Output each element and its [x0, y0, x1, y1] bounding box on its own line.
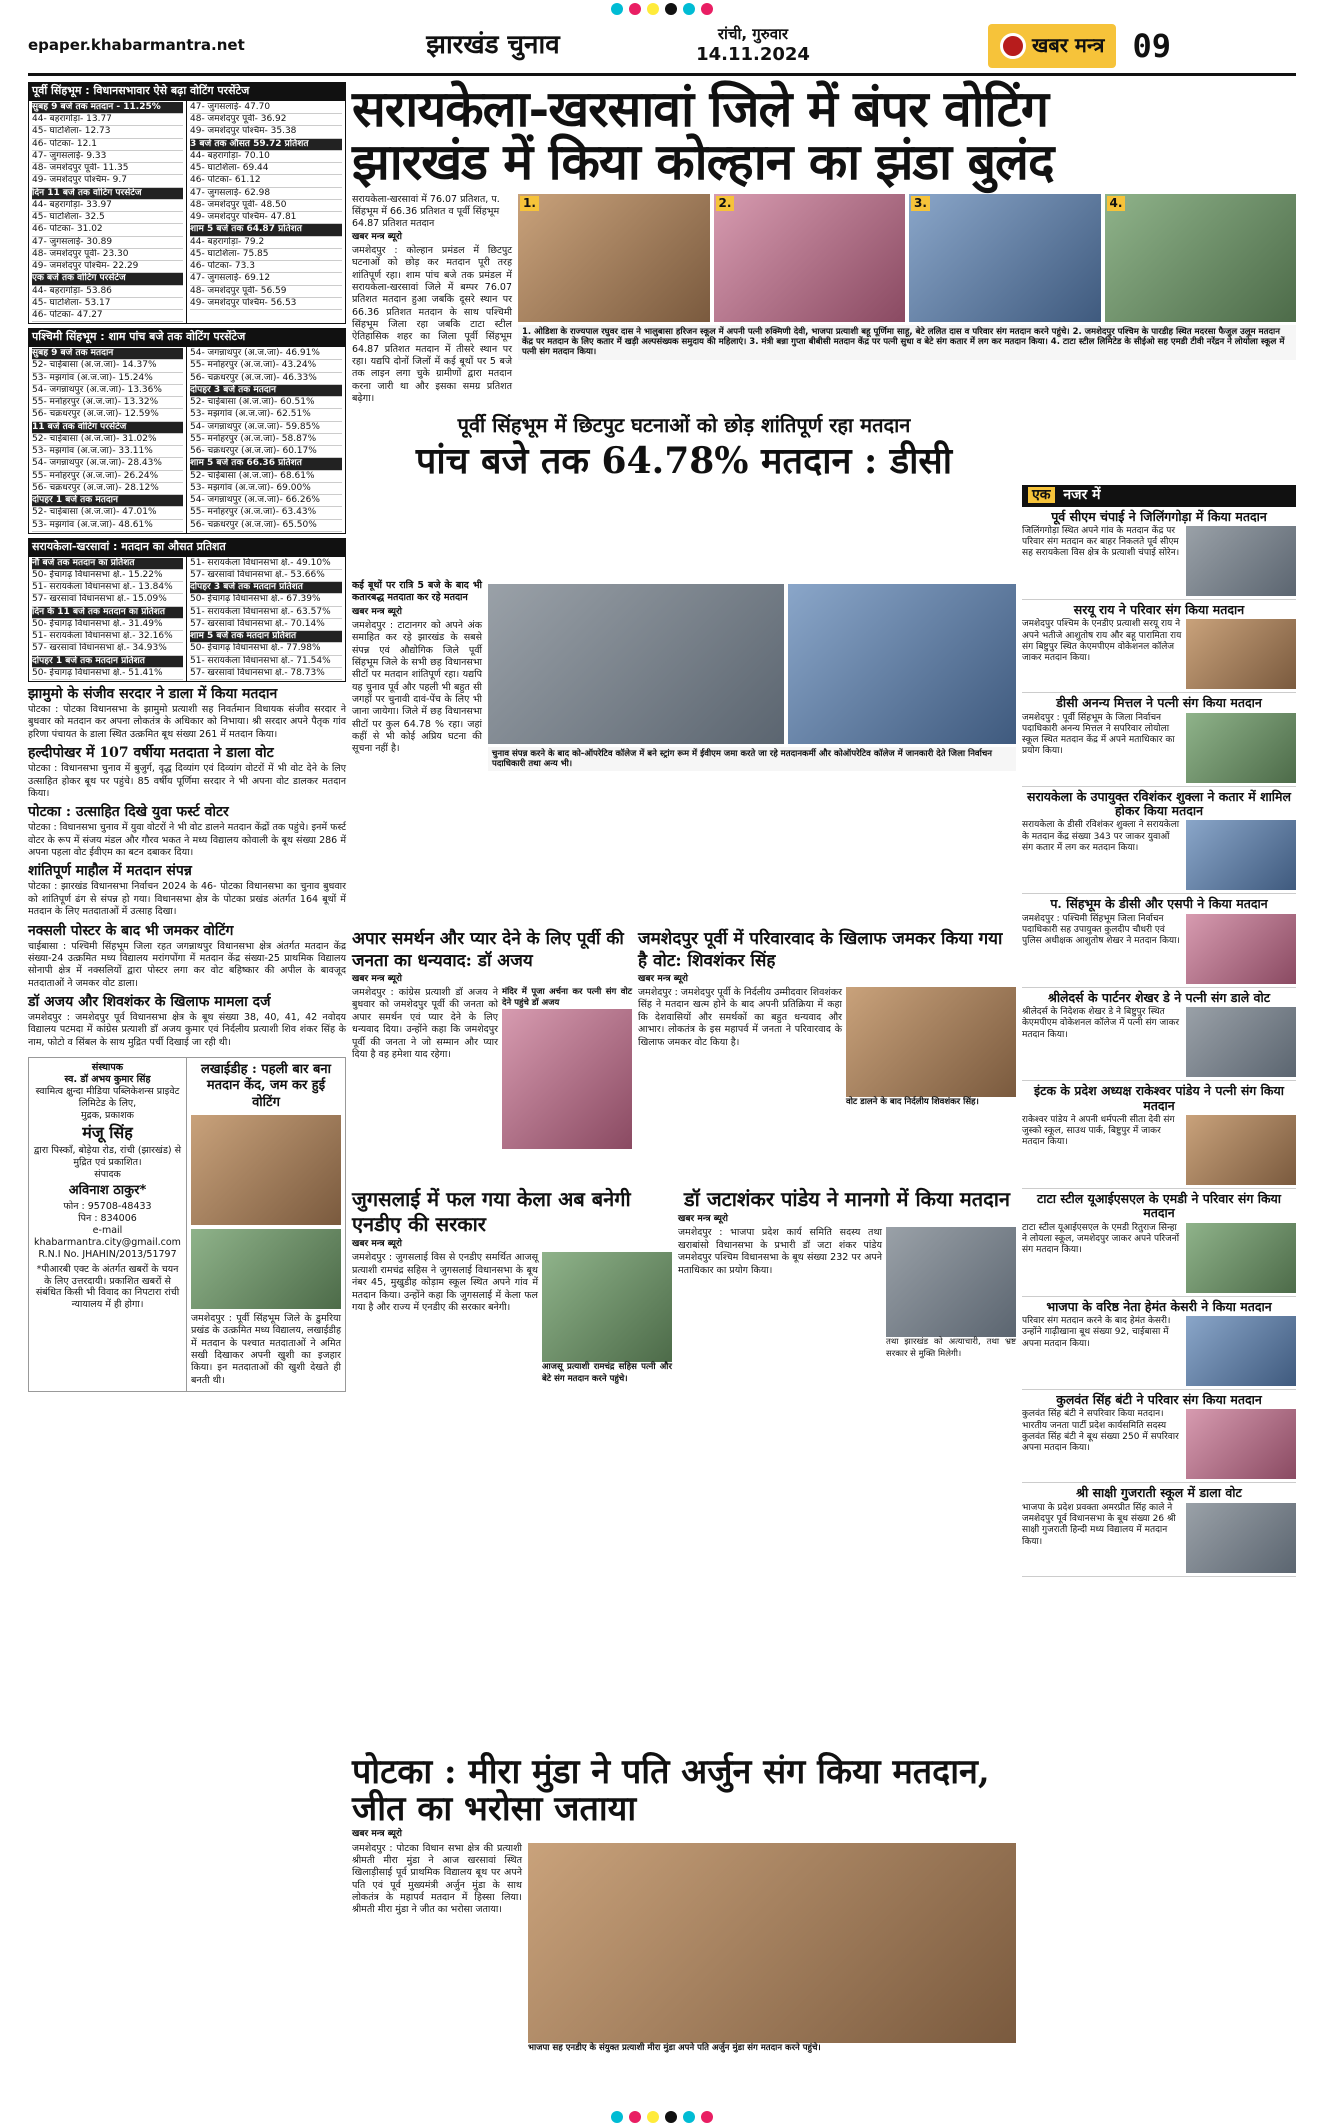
printer-label: मुद्रक, प्रकाशक — [81, 1109, 134, 1121]
brief-list — [1022, 507, 1296, 1577]
brief-body: भाजपा के प्रदेश प्रवक्ता अमरप्रीत सिंह काले ने जमशेदपुर पूर्व विधानसभा के बूथ संख्या 26 श्री साक्षी गुजराती हिन्दी मध्य विद्यालय में मतदान किया। — [1022, 1502, 1176, 1547]
byline: खबर मन्त्र ब्यूरो — [352, 231, 402, 242]
table-row: 50- ईचागढ़ विधानसभा क्षे.- 77.98% — [190, 643, 342, 655]
side-story-headline: हल्दीपोखर में 107 वर्षीया मतदाता ने डाला वोट — [28, 745, 274, 762]
side-story-headline: पोटका : उत्साहित दिखे युवा फर्स्ट वोटर — [28, 804, 229, 821]
left-column — [28, 82, 346, 1392]
brief-body-row — [1022, 820, 1296, 890]
table-row: 47- जुगसलाई- 47.70 — [190, 102, 342, 114]
photo-number: 1. — [520, 196, 539, 211]
table-row: 44- बहरागोड़ा- 53.86 — [32, 286, 183, 298]
brief-photo — [1186, 1007, 1296, 1077]
phone: फोन : 95708-48433 — [63, 1201, 152, 1213]
ajay-body: जमशेदपुर : कांग्रेस प्रत्याशी डॉ अजय ने बुधवार को जमशेदपुर पूर्वी की जनता को अपार समर्थन एवं प्यार देने के लिए धन्यवाद दिया। उन्होंने कहा कि जमशेदपुर पूर्वी की जनता ने जो सम्मान और प्यार दिया है वह हमेशा याद रहेगा। — [352, 987, 498, 1060]
brief-body: टाटा स्टील यूआईएसएल के एमडी रितुराज सिन्हा ने लोयला स्कूल, जमशेदपुर जाकर अपने परिजनों संग मतदान किया। — [1022, 1222, 1180, 1256]
story-row — [352, 1179, 1016, 1384]
brief-photo — [1186, 713, 1296, 783]
ajay-note: मंदिर में पूजा अर्चना कर पत्नी संग वोट देने पहुंचे डॉ अजय — [502, 987, 632, 1009]
table-row: 53- मझगांव (अ.ज.जा)- 15.24% — [32, 373, 183, 385]
brief-body-row — [1022, 1409, 1296, 1479]
table-title: पश्चिमी सिंहभूम : शाम पांच बजे तक वोटिंग परसेंटेज — [28, 328, 346, 346]
brief-photo — [1186, 914, 1296, 984]
reg-dot — [647, 3, 659, 15]
side-story-headline: नक्सली पोस्टर के बाद भी जमकर वोटिंग — [28, 922, 234, 939]
photo-number: 3. — [911, 196, 930, 211]
brief-body: जिलिंगगोड़ा स्थित अपने गांव के मतदान केंद्र पर परिवार संग मतदान कर बाहर निकलते पूर्व सीएम सह सरायकेला विस क्षेत्र के प्रत्याशी चंपाई सोरेन। — [1022, 525, 1180, 559]
ajay-photo-wrap — [502, 987, 632, 1149]
owner-line: स्वामित्व क्षुन्दा मीडिया पब्लिकेशन्स प्राइवेट लिमिटेड के लिए, — [35, 1085, 180, 1109]
jugsalai-caption: आजसू प्रत्याशी रामचंद्र सहिस पत्नी और बेटे संग मतदान करने पहुंचे। — [542, 1362, 672, 1384]
story-headline: लखाईडीह : पहली बार बना मतदान केंद, जम कर हुई वोटिंग — [201, 1062, 331, 1110]
side-story — [28, 923, 346, 990]
lead-photos — [518, 194, 1296, 322]
table-row: 46- पोटका- 61.12 — [190, 175, 342, 187]
jatashankar-photo-wrap — [886, 1227, 1016, 1359]
table-row: 46- पोटका- 47.27 — [32, 310, 183, 322]
side-story-body: पोटका : झारखंड विधानसभा निर्वाचन 2024 के 46- पोटका विधानसभा का चुनाव बुधवार को शांतिपूर्ण ढंग से संपन्न हो गया। विधानसभा क्षेत्र के पोटका प्रखंड अंतर्गत 164 बूथों में मतदान के लिए मतदाताओं में उत्साह दिखा। — [28, 881, 346, 918]
vote-table-saraikela — [28, 556, 346, 683]
byline: खबर मन्त्र ब्यूरो — [352, 1829, 402, 1840]
jugsalai-photo — [542, 1252, 672, 1362]
reg-dot — [665, 2111, 677, 2123]
brief-body: परिवार संग मतदान करने के बाद हेमंत केसरी। उन्होंने गाढ़ीखाना बूथ संख्या 92, चाईबासा में अपना मतदान किया। — [1022, 1316, 1171, 1349]
brief-body: कुलवंत सिंह बंटी ने सपरिवार किया मतदान। भारतीय जनता पार्टी प्रदेश कार्यसमिति सदस्य कुलवंत सिंह बंटी ने बूथ संख्या 250 में सपरिवार अपना मतदान किया। — [1022, 1409, 1179, 1454]
table-row: 53- मझगांव (अ.ज.जा)- 33.11% — [32, 446, 183, 458]
byline: खबर मन्त्र ब्यूरो — [678, 1214, 728, 1225]
table-row: 50- ईचागढ़ विधानसभा क्षे.- 31.49% — [32, 619, 183, 631]
registration-marks-bottom — [0, 2110, 1324, 2124]
table-row: 54- जगन्नाथपुर (अ.ज.जा)- 59.85% — [190, 422, 342, 434]
reg-dot — [647, 2111, 659, 2123]
brief-item — [1022, 894, 1296, 987]
brief-headline: इंटक के प्रदेश अध्यक्ष राकेश्वर पांडेय ने पत्नी संग किया मतदान — [1034, 1083, 1284, 1113]
table-row: 47- जुगसलाई- 62.98 — [190, 188, 342, 200]
table-row: 55- मनोहरपुर (अ.ज.जा)- 58.87% — [190, 434, 342, 446]
reg-dot — [683, 3, 695, 15]
table-row: दोपहर 1 बजे तक मतदान प्रतिशत — [32, 656, 183, 668]
meera-munda-story — [352, 1750, 1016, 2054]
lakhaidih-story — [187, 1058, 345, 1391]
dateline — [638, 25, 868, 66]
shivshankar-photo — [846, 987, 1016, 1097]
table-row: नौ बजे तक मतदान का प्रतिशत — [32, 558, 183, 570]
reg-dot — [701, 3, 713, 15]
masthead — [28, 18, 1296, 76]
side-story-headline: झामुमो के संजीव सरदार ने डाला में किया मतदान — [28, 686, 278, 702]
table-row: 56- चक्रधरपुर (अ.ज.जा)- 46.33% — [190, 373, 342, 385]
brief-body-row — [1022, 1007, 1296, 1077]
jatashankar-caption: तथा झारखंड को अत्याचारी, तथा भ्रष्ट सरकार से मुक्ति मिलेगी। — [886, 1337, 1016, 1359]
table-row: 52- चाईबासा (अ.ज.जा)- 14.37% — [32, 360, 183, 372]
email-label: e-mail — [92, 1225, 123, 1237]
table-row: 47- जुगसलाई- 69.12 — [190, 273, 342, 285]
table-row: 52- चाईबासा (अ.ज.जा)- 47.01% — [32, 507, 183, 519]
reg-dot — [683, 2111, 695, 2123]
byline: खबर मन्त्र ब्यूरो — [352, 973, 402, 984]
byline: खबर मन्त्र ब्यूरो — [352, 606, 402, 617]
story-photo — [191, 1115, 341, 1225]
table-row: 54- जगन्नाथपुर (अ.ज.जा)- 66.26% — [190, 495, 342, 507]
side-story-body: पोटका : पोटका विधानसभा के झामुमो प्रत्याशी सह निवर्तमान विधायक संजीव सरदार ने बुधवार को मतदान कर अपना लोकतंत्र के अधिकार को निभाया। श्री सरदार अपने पैतृक गांव हरिणा पंचायत के डाला स्थित उत्क्रमित बूथ संख्या 261 में मतदान किया। — [28, 704, 346, 740]
meera-caption: भाजपा सह एनडीए के संयुक्त प्रत्याशी मीरा मुंडा अपने पति अर्जुन मुंडा संग मतदान करने पहुंचे। — [528, 2042, 821, 2053]
editor-label: संपादक — [94, 1169, 121, 1181]
shivshankar-photo-wrap — [846, 987, 1016, 1108]
brief-photo — [1186, 1115, 1296, 1185]
brief-photo — [1186, 820, 1296, 890]
rni: R.N.I No. JHAHIN/2013/51797 — [38, 1248, 177, 1260]
table-row: 56- चक्रधरपुर (अ.ज.जा)- 12.59% — [32, 409, 183, 421]
table-row: 51- सरायकेला विधानसभा क्षे.- 49.10% — [190, 558, 342, 570]
table-row: 57- खरसावां विधानसभा क्षे.- 34.93% — [32, 643, 183, 655]
story-row — [352, 921, 1016, 1149]
table-row: 45- घाटशिला- 32.5 — [32, 212, 183, 224]
shivshankar-headline: जमशेदपुर पूर्वी में परिवारवाद के खिलाफ जमकर किया गया है वोट: शिवशंकर सिंह — [638, 929, 1003, 971]
byline: खबर मन्त्र ब्यूरो — [638, 973, 688, 984]
brief-body-row — [1022, 914, 1296, 984]
table-row: 11 बजे तक वोटिंग परसेंटेज — [32, 422, 183, 434]
table-row: 52- चाईबासा (अ.ज.जा)- 31.02% — [32, 434, 183, 446]
brief-body: श्रीलेदर्स के निदेशक शेखर डे ने बिष्टुपुर स्थित केएमपीएम वोकेशनल कॉलेज में पत्नी संग जाकर मतदान किया। — [1022, 1007, 1180, 1040]
table-title: सरायकेला-खरसावां : मतदान का औसत प्रतिशत — [28, 538, 346, 556]
brief-body-row — [1022, 1503, 1296, 1573]
meera-headline: पोटका : मीरा मुंडा ने पति अर्जुन संग किया मतदान, जीत का भरोसा जताया — [352, 1752, 990, 1829]
brief-body: जमशेदपुर पश्चिम के एनडीए प्रत्याशी सरयू राय ने अपने भतीजे आशुतोष राय और बहू पारामिता राय संग बिष्टुपुर स्थित केएमपीएम वोकेशनल कॉलेज जाकर मतदान किया। — [1022, 619, 1182, 663]
table-row: 56- चक्रधरपुर (अ.ज.जा)- 65.50% — [190, 520, 342, 532]
dc-story — [352, 580, 1016, 1385]
table-row: शाम 5 बजे तक 66.36 प्रतिशत — [190, 458, 342, 470]
brief-item — [1022, 1390, 1296, 1483]
lead-photo — [909, 194, 1101, 322]
brief-headline: प. सिंहभूम के डीसी और एसपी ने किया मतदान — [1050, 896, 1268, 912]
meera-body: जमशेदपुर : पोटका विधान सभा क्षेत्र की प्रत्याशी श्रीमती मीरा मुंडा ने आज खरसावां स्थित खिलाड़ीसाई पूर्व प्राथमिक विद्यालय बूथ पर अपने पति एवं पूर्व मुख्यमंत्री अर्जुन मुंडा के साथ लोकतंत्र के महापर्व मतदान में हिस्सा लिया। श्रीमती मीरा मुंडा ने जीत का भरोसा जताया। — [352, 1842, 522, 1916]
table-row: 57- खरसावां विधानसभा क्षे.- 78.73% — [190, 668, 342, 680]
jatashankar-story — [678, 1179, 1016, 1384]
lead-photo — [1105, 194, 1297, 322]
city-day: रांची, गुरुवार — [717, 24, 789, 43]
brief-body: सरायकेला के डीसी रविशंकर शुक्ला ने सरायकेला के मतदान केंद्र संख्या 343 पर जाकर युवाओं संग कतार में लग कर मतदान किया। — [1022, 820, 1180, 853]
brief-body-row — [1022, 619, 1296, 689]
brief-photo — [1186, 1409, 1296, 1479]
brief-body-row — [1022, 1223, 1296, 1293]
editor-name: अविनाश ठाकुर* — [68, 1183, 147, 1199]
lead-photos-wrap — [518, 194, 1296, 405]
lead-photo — [714, 194, 906, 322]
ajay-photo — [502, 1009, 632, 1149]
side-story — [28, 745, 346, 800]
table-row: 56- चक्रधरपुर (अ.ज.जा)- 60.17% — [190, 446, 342, 458]
brief-headline: श्री साक्षी गुजराती स्कूल में डाला वोट — [1076, 1485, 1242, 1501]
side-story-body: चाईबासा : पश्चिमी सिंहभूम जिला रहत जगन्नाथपुर विधानसभा क्षेत्र अंतर्गत मतदान केंद्र संख्या-24 उत्क्रमित मध्य विद्यालय मरांगपोंगा में मतदान केंद्र संख्या-25 प्राथमिक विद्यालय सोनापी क्षेत्र में नक्सलियों द्वारा पोस्टर लगा कर वोट बहिष्कार की अपील के बावजूद मतदाताओं ने जमकर वोट डाला। — [28, 940, 346, 989]
shivshankar-body: जमशेदपुर : जमशेदपुर पूर्वी के निर्दलीय उम्मीदवार शिवशंकर सिंह ने मतदान खत्म होने के बाद अपनी प्रतिक्रिया में कहा कि देशवासियों और समर्थकों का बहुत धन्यवाद और आभार। लोकतंत्र के इस महापर्व में जनता ने परिवारवाद के खिलाफ जमकर वोट किया है। — [638, 987, 842, 1048]
jugsalai-photo-wrap — [542, 1252, 672, 1384]
brand-icon — [1000, 33, 1026, 59]
table-row: 49- जमशेदपुर पश्चिम- 9.7 — [32, 175, 183, 187]
table-row: 57- खरसावां विधानसभा क्षे.- 53.66% — [190, 570, 342, 582]
dc-body: जमशेदपुर : टाटानगर को अपने अंक समाहित कर रहे झारखंड के सबसे संपन्न एवं औद्योगिक जिले पूर्वी सिंहभूम जिले के सभी छह विधानसभा सीटों पर मतदान शांतिपूर्ण रहा। यद्यपि यह चुनाव पूर्व और पहली भी बहुत सी जगहों पर चुनावी दावं-पेंच के लिए भी जाना जायेगा। जिले में छह विधानसभा सीटों पर कुल 64.78 % रहा। जहां कहीं से भी कोई अप्रिय घटना की सूचना नहीं है। — [352, 619, 482, 755]
table-row: दोपहर 3 बजे तक मतदान प्रतिशत — [190, 582, 342, 594]
reg-dot — [701, 2111, 713, 2123]
brief-headline: कुलवंत सिंह बंटी ने परिवार संग किया मतदान — [1056, 1392, 1262, 1407]
table-row: 49- जमशेदपुर पश्चिम- 56.53 — [190, 298, 342, 310]
table-col — [187, 101, 345, 324]
brief-item — [1022, 1483, 1296, 1576]
table-row: सुबह 9 बजे तक मतदान - 11.25% — [32, 102, 183, 114]
table-row: 46- पोटका- 12.1 — [32, 139, 183, 151]
table-row: 48- जमशेदपुर पूर्वी- 48.50 — [190, 200, 342, 212]
table-row: 45- घाटशिला- 12.73 — [32, 126, 183, 138]
brief-headline: डीसी अनन्य मित्तल ने पत्नी संग किया मतदान — [1056, 695, 1262, 711]
reg-dot — [665, 3, 677, 15]
table-row: 48- जमशेदपुर पूर्वी- 23.30 — [32, 249, 183, 261]
table-row: 55- मनोहरपुर (अ.ज.जा)- 43.24% — [190, 360, 342, 372]
founder-name: स्व. डॉ अभय कुमार सिंह — [64, 1073, 151, 1085]
table-title: पूर्वी सिंहभूम : विधानसभावार ऐसे बढ़ा वोटिंग परसेंटेज — [28, 82, 346, 100]
photo-number: 4. — [1107, 196, 1126, 211]
table-row: 50- ईचागढ़ विधानसभा क्षे.- 51.41% — [32, 668, 183, 680]
lead-bullets — [352, 194, 512, 405]
shivshankar-body-row — [638, 987, 1016, 1108]
table-row: 45- घाटशिला- 53.17 — [32, 298, 183, 310]
jatashankar-body: जमशेदपुर : भाजपा प्रदेश कार्य समिति सदस्य तथा खराबांसो विधानसभा के प्रभारी डॉ जटा शंकर पांडेय जमशेदपुर पश्चिम विधानसभा के बूथ संख्या 232 पर अपने मताधिकार का प्रयोग किया। — [678, 1227, 882, 1276]
lead-photo — [518, 194, 710, 322]
reg-dot — [629, 3, 641, 15]
table-row: 44- बहरागोड़ा- 13.77 — [32, 114, 183, 126]
brief-headline: सरयू राय ने परिवार संग किया मतदान — [1073, 601, 1245, 617]
table-row: 49- जमशेदपुर पश्चिम- 35.38 — [190, 126, 342, 138]
table-row: 48- जमशेदपुर पूर्वी- 36.92 — [190, 114, 342, 126]
lead-headline-2: झारखंड में किया कोल्हान का झंडा बुलंद — [352, 132, 1054, 191]
side-story-headline: डॉ अजय और शिवशंकर के खिलाफ मामला दर्ज — [28, 993, 271, 1010]
table-row: 53- मझगांव (अ.ज.जा)- 48.61% — [32, 520, 183, 532]
brief-photo — [1186, 1316, 1296, 1386]
table-row: 52- चाईबासा (अ.ज.जा)- 68.61% — [190, 471, 342, 483]
brief-photo — [1186, 1223, 1296, 1293]
brief-item — [1022, 1081, 1296, 1189]
table-col — [187, 557, 345, 682]
table-row: 45- घाटशिला- 75.85 — [190, 249, 342, 261]
sub-headline: पूर्वी सिंहभूम में छिटपुट घटनाओं को छोड़ शांतिपूर्ण रहा मतदान — [457, 413, 911, 438]
jatashankar-photo — [886, 1227, 1016, 1337]
table-row: 54- जगन्नाथपुर (अ.ज.जा)- 46.91% — [190, 348, 342, 360]
table-row: 47- जुगसलाई- 30.89 — [32, 237, 183, 249]
dc-photo — [488, 584, 784, 744]
brief-item — [1022, 1189, 1296, 1297]
brief-photo — [1186, 619, 1296, 689]
shivshankar-caption: वोट डालने के बाद निर्दलीय शिवशंकर सिंह। — [846, 1097, 979, 1108]
brief-body-row — [1022, 1316, 1296, 1386]
header-tag: एक — [1028, 487, 1055, 503]
dc-story-left — [352, 580, 482, 771]
side-story-headline: शांतिपूर्ण माहौल में मतदान संपन्न — [28, 863, 192, 880]
table-row: शाम 5 बजे तक 64.87 प्रतिशत — [190, 224, 342, 236]
dc-photo — [788, 584, 1016, 744]
header-title: नजर में — [1063, 487, 1101, 503]
meera-photo-wrap — [528, 1843, 1016, 2054]
reg-dot — [611, 2111, 623, 2123]
issue-date: 14.11.2024 — [696, 43, 810, 65]
table-row: 54- जगन्नाथपुर (अ.ज.जा)- 28.43% — [32, 458, 183, 470]
brief-headline: श्रीलेदर्स के पार्टनर शेखर डे ने पत्नी संग डाले वोट — [1047, 989, 1271, 1005]
brief-photo — [1186, 1503, 1296, 1573]
table-row: 51- सरायकेला विधानसभा क्षे.- 32.16% — [32, 631, 183, 643]
imprint-box — [28, 1057, 346, 1392]
shivshankar-story — [638, 921, 1016, 1149]
page-number: 09 — [1132, 26, 1171, 65]
side-story-body: पोटका : विधानसभा चुनाव में बुजुर्ग, वृद्ध दिव्यांग एवं दिव्यांग वोटरों में भी वोट देने के लिए उत्साहित होकर बूथ पर पहुंचे। 85 वर्षीय पूर्णिमा सरदार ने भी अपना वोट डालकर मतदान किया। — [28, 763, 346, 799]
table-row: 49- जमशेदपुर पश्चिम- 47.81 — [190, 212, 342, 224]
table-col — [29, 101, 187, 324]
brief-headline: टाटा स्टील यूआईएसएल के एमडी ने परिवार संग किया मतदान — [1036, 1190, 1282, 1221]
jatashankar-body-row — [678, 1227, 1016, 1359]
table-row: 51- सरायकेला विधानसभा क्षे.- 13.84% — [32, 582, 183, 594]
ajay-body-row — [352, 987, 632, 1149]
table-row: 46- पोटका- 73.3 — [190, 261, 342, 273]
table-row: 50- ईचागढ़ विधानसभा क्षे.- 15.22% — [32, 570, 183, 582]
imprint-label: संस्थापक — [91, 1062, 124, 1074]
brief-item — [1022, 600, 1296, 693]
brief-headline: भाजपा के वरिष्ठ नेता हेमंत केसरी ने किया मतदान — [1046, 1298, 1272, 1314]
ajay-story — [352, 921, 632, 1149]
side-story-body: जमशेदपुर : जमशेदपुर पूर्व विधानसभा क्षेत्र के बूथ संख्या 38, 40, 41, 42 नवोदय विद्यालय पटमदा में कांग्रेस प्रत्याशी डॉ अजय कुमार एवं निर्दलीय प्रत्याशी शिव शंकर सिंह के नाम, फोटो व सिंबल के साथ मुद्रित पर्ची दिखाई जा रही थी। — [28, 1012, 346, 1048]
lead-story — [352, 79, 1296, 483]
ajay-headline: अपार समर्थन और प्यार देने के लिए पूर्वी की जनता का धन्यवाद: डॉ अजय — [352, 929, 624, 971]
reg-dot — [611, 3, 623, 15]
table-row: 53- मझगांव (अ.ज.जा)- 69.00% — [190, 483, 342, 495]
table-row: दिन के 11 बजे तक मतदान का प्रतिशत — [32, 607, 183, 619]
brief-item — [1022, 693, 1296, 786]
story-body: जमशेदपुर : पूर्वी सिंहभूम जिले के डुमरिया प्रखंड के उत्क्रमित मध्य विद्यालय, लखाईडीह में मतदान के पश्चात मतदाताओं ने अमित सखी दिखाकर अपनी खुशी का इजहार किया। इन मतदाताओं की खुशी देखते ही बनती थी। — [191, 1312, 341, 1386]
ek-nazar-column — [1022, 485, 1296, 1577]
brief-body: जमशेदपुर : पश्चिमी सिंहभूम जिला निर्वाचन पदाधिकारी सह उपायुक्त कुलदीप चौधरी एवं पुलिस अधीक्षक आशुतोष शेखर ने मतदान किया। — [1022, 913, 1180, 947]
table-row: 56- चक्रधरपुर (अ.ज.जा)- 28.12% — [32, 483, 183, 495]
brief-body-row — [1022, 713, 1296, 783]
table-row: दोपहर 1 बजे तक मतदान — [32, 495, 183, 507]
table-row: 54- जगन्नाथपुर (अ.ज.जा)- 13.36% — [32, 385, 183, 397]
jugsalai-body: जमशेदपुर : जुगसलाई विस से एनडीए समर्थित आजसू प्रत्याशी रामचंद्र सहिस ने जुगसलाई विधानसभा के बूथ नंबर 45, मुखुडीह कोड़ाम स्कूल स्थित अपने गांव में मतदान किया। उन्होंने कहा कि जुगसलाई में केला फल गया है और राज्य में एनडीए की सरकार बनेगी। — [352, 1252, 538, 1313]
table-row: 51- सरायकेला विधानसभा क्षे.- 63.57% — [190, 607, 342, 619]
dc-note: कई बूथों पर रात्रि 5 बजे के बाद भी कतारबद्ध मतदाता कर रहे मतदान — [352, 580, 482, 604]
bullet: सरायकेला-खरसावां में 76.07 प्रतिशत, प. सिंहभूम में 66.36 प्रतिशत व पूर्वी सिंहभूम 64.87 प्रतिशत मतदान — [352, 194, 500, 229]
photo-number: 2. — [716, 196, 735, 211]
brief-item — [1022, 988, 1296, 1081]
brief-headline: सरायकेला के उपायुक्त रविशंकर शुक्ला ने कतार में शामिल होकर किया मतदान — [1027, 788, 1291, 818]
brief-body-row — [1022, 526, 1296, 596]
reg-dot — [629, 2111, 641, 2123]
lead-headline-1: सरायकेला-खरसावां जिले में बंपर वोटिंग — [352, 79, 1048, 138]
table-row: 48- जमशेदपुर पूर्वी- 11.35 — [32, 163, 183, 175]
table-col — [29, 557, 187, 682]
table-row: सुबह 9 बजे तक मतदान — [32, 348, 183, 360]
side-story-body: पोटका : विधानसभा चुनाव में युवा वोटरों ने भी वोट डालने मतदान केंद्रों तक पहुंचे। इनमें फर्स्ट वोटर के रूप में संजय मंडल और गौरव भकत ने मध्य विद्यालय कोवाली के बूथ संख्या 286 में अपना पहला वोट ईवीएम का बटन दबाकर दिया। — [28, 822, 346, 859]
email[interactable]: khabarmantra.city@gmail.com — [34, 1236, 181, 1248]
pin: पिन : 834006 — [78, 1213, 137, 1225]
imprint — [29, 1058, 187, 1391]
brand-name: खबर मन्त्र — [1032, 33, 1105, 57]
press-address: द्वारा पिस्काँ, बोड़ेया रोड, रांची (झारखंड) से मुद्रित एवं प्रकाशित। — [33, 1145, 182, 1169]
brief-body: जमशेदपुर : पूर्वी सिंहभूम के जिला निर्वाचन पदाधिकारी अनन्य मित्तल ने सपरिवार लोयोला स्कूल स्थित मतदान केंद्र में अपने मताधिकार का प्रयोग किया। — [1022, 712, 1175, 757]
brief-item — [1022, 507, 1296, 600]
lead-intro: जमशेदपुर : कोल्हान प्रमंडल में छिटपुट घटनाओं को छोड़ कर मतदान पूरी तरह शांतिपूर्ण रहा। शाम पांच बजे तक प्रमंडल में सरायकेला-खरसावां जिले में बम्पर 76.07 प्रतिशत मतदान हुआ जबकि दूसरे स्थान पर 66.36 प्रतिशत मतदान के साथ पश्चिमी सिंहभूम जिला रहा जबकि टाटा स्टील ऐतिहासिक शहर का जिला पूर्वी सिंहभूम 64.87 प्रतिशत मतदान में तीसरे स्थान पर रहा। यद्यपि दोनों जिलों में कई बूथों पर 5 बजे तक लाइन लगा चुके ग्रामीणों द्वारा मतदान करना जारी था और इसका समग्र प्रतिशत बढ़ेगा। — [352, 244, 512, 404]
epaper-url[interactable]: epaper.khabarmantra.net — [28, 36, 245, 55]
table-row: 46- पोटका- 31.02 — [32, 224, 183, 236]
table-row: 47- जुगसलाई- 9.33 — [32, 151, 183, 163]
table-row: 51- सरायकेला विधानसभा क्षे.- 71.54% — [190, 656, 342, 668]
lead-row — [352, 194, 1296, 405]
table-row: 48- जमशेदपुर पूर्वी- 56.59 — [190, 286, 342, 298]
vote-table-west — [28, 346, 346, 534]
table-row: 52- चाईबासा (अ.ज.जा)- 60.51% — [190, 397, 342, 409]
brief-headline: पूर्व सीएम चंपाई ने जिलिंगगोड़ा में किया मतदान — [1051, 508, 1267, 524]
table-col — [187, 347, 345, 533]
registration-marks-top — [0, 2, 1324, 16]
jugsalai-headline: जुगसलाई में फल गया केला अब बनेगी एनडीए की सरकार — [352, 1187, 631, 1237]
table-row: 55- मनोहरपुर (अ.ज.जा)- 63.43% — [190, 507, 342, 519]
table-row: 45- घाटशिला- 69.44 — [190, 163, 342, 175]
dc-caption: चुनाव संपन्न करने के बाद को-ऑपरेटिव कॉलेज में बने स्ट्रांग रूम में ईवीएम जमा करते जा रहे मतदानकर्मी और कोऑपरेटिव कॉलेज में जानकारी देते जिला निर्वाचन पदाधिकारी तथा अन्य भी। — [488, 747, 1016, 771]
brief-item — [1022, 1297, 1296, 1390]
brand-logo — [988, 24, 1116, 68]
table-row: दोपहर 3 बजे तक मतदान — [190, 385, 342, 397]
jugsalai-story — [352, 1179, 672, 1384]
side-story — [28, 863, 346, 918]
jugsalai-body-row — [352, 1252, 672, 1384]
table-row: 55- मनोहरपुर (अ.ज.जा)- 13.32% — [32, 397, 183, 409]
brief-body: राकेश्वर पांडेय ने अपनी धर्मपत्नी सीता देवी संग जुस्को स्कूल, साउथ पार्क, बिष्टुपुर में जाकर मतदान किया। — [1022, 1114, 1175, 1148]
table-row: 3 बजे तक औसत 59.72 प्रतिशत — [190, 139, 342, 151]
table-row: 44- बहरागोड़ा- 70.10 — [190, 151, 342, 163]
byline: खबर मन्त्र ब्यूरो — [352, 1239, 402, 1250]
brief-item — [1022, 787, 1296, 895]
story-photo — [191, 1229, 341, 1309]
table-row: 49- जमशेदपुर पश्चिम- 22.29 — [32, 261, 183, 273]
table-row: दिन 11 बजे तक वोटिंग परसेंटेज — [32, 188, 183, 200]
vote-table-east — [28, 100, 346, 325]
table-row: 50- ईचागढ़ विधानसभा क्षे.- 67.39% — [190, 594, 342, 606]
jatashankar-headline: डॉ जटाशंकर पांडेय ने मानगो में किया मतदान — [683, 1187, 1011, 1212]
side-story — [28, 994, 346, 1049]
legal-note: *पीआरबी एक्ट के अंतर्गत खबरों के चयन के लिए उत्तरदायी। प्रकाशित खबरों से संबंधित किसी भी विवाद का निपटारा रांची न्यायालय में ही होगा। — [35, 1263, 180, 1311]
table-row: शाम 5 बजे तक मतदान प्रतिशत — [190, 631, 342, 643]
column-header — [1022, 485, 1296, 507]
meera-photo — [528, 1843, 1016, 2043]
side-story — [28, 804, 346, 859]
dc-photos-wrap — [488, 580, 1016, 771]
lead-caption: 1. ओडिशा के राज्यपाल रघुवर दास ने भालुबासा हरिजन स्कूल में अपनी पत्नी रुक्मिणी देवी, भाजपा प्रत्याशी बहू पूर्णिमा साहू, बेटे ललित दास व परिवार संग मतदान करने पहुंचे। 2. जमशेदपुर पश्चिम के पारडीह स्थित मदरसा फैजुल उलूम मतदान केंद्र पर मतदान के लिए कतार में खड़ी अल्पसंख्यक समुदाय की महिलाएं। 3. मंत्री बन्ना गुप्ता बीबीसी मतदान केंद्र पर पत्नी सुधा व बेटे संग कतार में लग कर मतदान किया। 4. टाटा स्टील लिमिटेड के सीईओ सह एमडी टीवी नरेंद्रन ने लोयोला स्कूल में पत्नी संग मतदान किया। — [518, 325, 1296, 360]
brief-photo — [1186, 526, 1296, 596]
side-stories — [28, 686, 346, 1049]
table-row: 57- खरसावां विधानसभा क्षे.- 70.14% — [190, 619, 342, 631]
table-row: 55- मनोहरपुर (अ.ज.जा)- 26.24% — [32, 471, 183, 483]
table-row: एक बजे तक वोटिंग परसेंटेज — [32, 273, 183, 285]
table-row: 44- बहरागोड़ा- 79.2 — [190, 237, 342, 249]
side-story — [28, 686, 346, 741]
table-col — [29, 347, 187, 533]
table-row: 53- मझगांव (अ.ज.जा)- 62.51% — [190, 409, 342, 421]
table-row: 44- बहरागोड़ा- 33.97 — [32, 200, 183, 212]
printer-name: मंजू सिंह — [82, 1123, 133, 1143]
meera-body-row — [352, 1843, 1016, 2054]
table-row: 57- खरसावां विधानसभा क्षे.- 15.09% — [32, 594, 183, 606]
section-title: झारखंड चुनाव — [426, 30, 560, 61]
sub-big-headline: पांच बजे तक 64.78% मतदान : डीसी — [415, 440, 953, 483]
brief-body-row — [1022, 1115, 1296, 1185]
dc-photos — [488, 584, 1016, 744]
